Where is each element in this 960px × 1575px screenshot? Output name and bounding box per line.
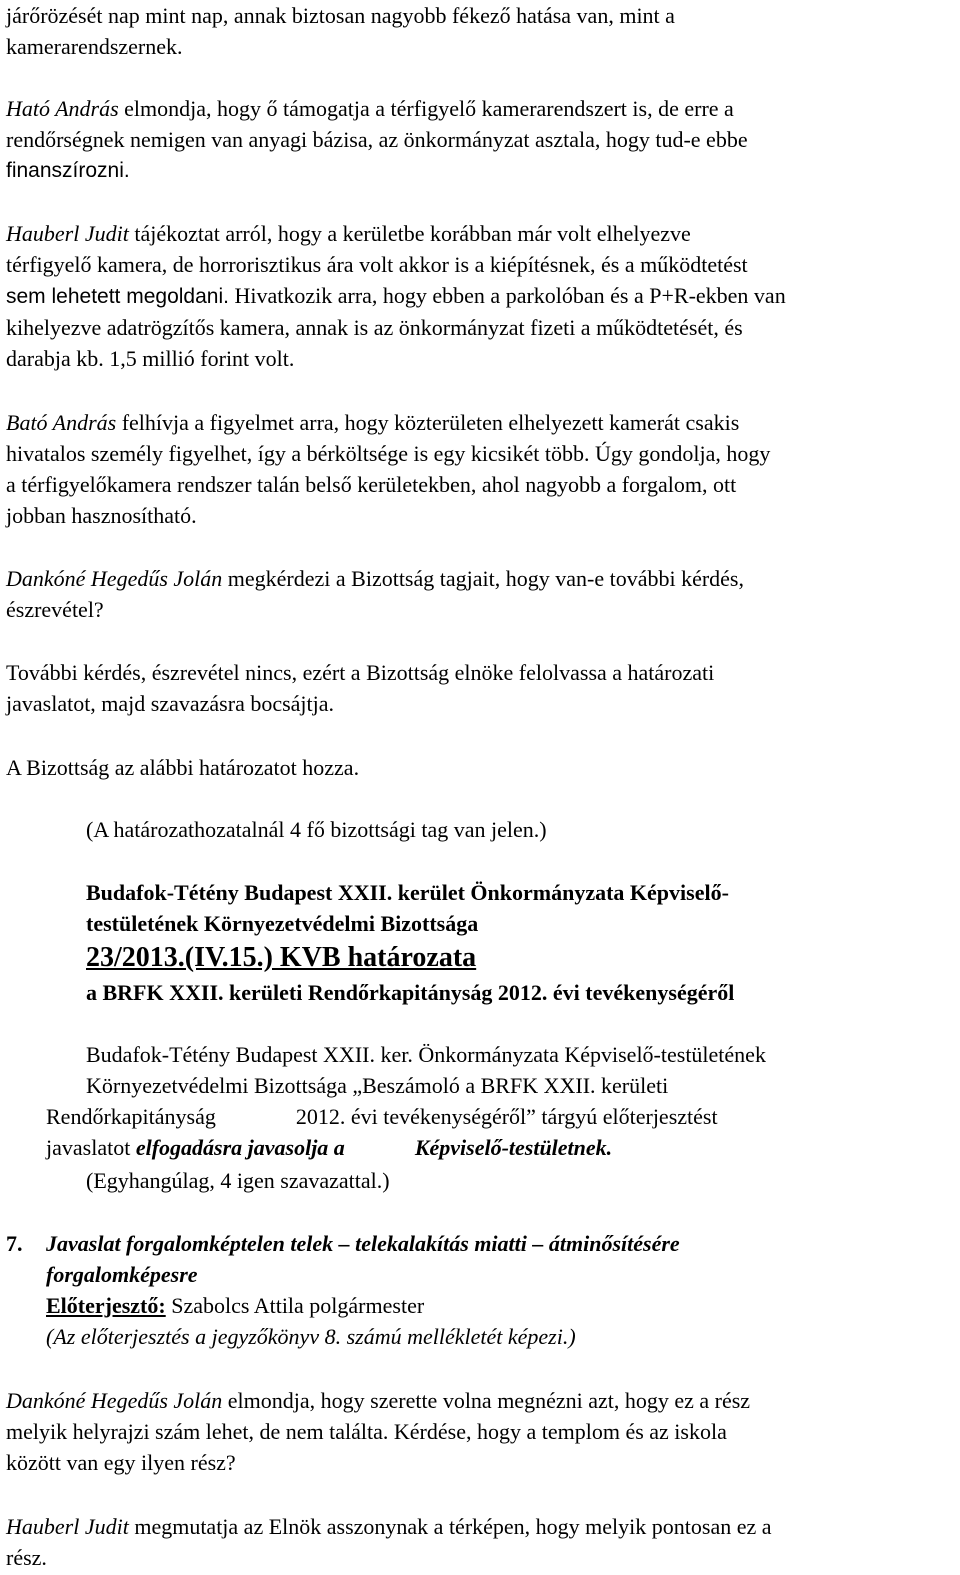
resolution-body-2	[46, 1101, 956, 1163]
paragraph-5	[6, 563, 956, 625]
text-line: Budafok-Tétény Budapest XXII. kerület Önkormányzata Képviselő-	[86, 880, 729, 905]
text-line	[6, 563, 956, 594]
speaker-name: Hauberl Judit	[6, 1514, 129, 1539]
text-span: 2012. évi tevékenységéről” tárgyú előterjesztést	[295, 1104, 718, 1129]
text-span: javaslatot	[46, 1135, 136, 1160]
resolution-title	[86, 877, 956, 939]
speaker-name: Bató András	[6, 410, 117, 435]
text-line: kamerarendszernek.	[6, 34, 183, 59]
text-line: rész.	[6, 1545, 47, 1570]
text-line: (Az előterjesztés a jegyzőkönyv 8. számú mellékletét képezi.)	[46, 1324, 576, 1349]
text-line: jobban hasznosítható.	[6, 503, 197, 528]
text-span: elfogadásra javasolja a	[135, 1135, 345, 1160]
text-line	[6, 1385, 956, 1416]
text-span: sem lehetett megoldani.	[6, 285, 229, 308]
text-line: (A határozathozatalnál 4 fő bizottsági tag van jelen.)	[86, 817, 547, 842]
text-line: darabja kb. 1,5 millió forint volt.	[6, 346, 295, 371]
text-span: tájékoztat arról, hogy a kerületbe korábban már volt elhelyezve	[128, 221, 691, 246]
text-line: rendőrségnek nemigen van anyagi bázisa, az önkormányzat asztala, hogy tud-e ebbe	[6, 127, 748, 152]
text-line: Budafok-Tétény Budapest XXII. ker. Önkormányzata Képviselő-testületének	[86, 1042, 766, 1067]
text-line: a BRFK XXII. kerületi Rendőrkapitányság 2012. évi tevékenységéről	[86, 980, 735, 1005]
text-span: elmondja, hogy szerette volna megnézni azt, hogy ez a rész	[222, 1388, 751, 1413]
text-line: melyik helyrajzi szám lehet, de nem találta. Kérdése, hogy a templom és az iskola	[6, 1419, 727, 1444]
text-line: javaslatot, majd szavazásra bocsájtja.	[6, 691, 335, 716]
text-line: 23/2013.(IV.15.) KVB határozata	[86, 942, 477, 973]
paragraph-3	[6, 218, 956, 374]
text-line	[6, 218, 956, 249]
text-span: megmutatja az Elnök asszonynak a térképen, hogy melyik pontosan ez a	[128, 1514, 772, 1539]
item-number: 7.	[6, 1231, 23, 1256]
text-line: járőrözését nap mint nap, annak biztosan nagyobb fékező hatása van, mint a	[6, 3, 675, 28]
resolution-subject	[86, 977, 956, 1008]
text-line	[6, 407, 956, 438]
text-line: hivatalos személy figyelhet, így a bérköltsége is egy kicsikét több. Úgy gondolja, hogy	[6, 441, 771, 466]
text-span: felhívja a figyelmet arra, hogy közterületen elhelyezett kamerát csakis	[116, 410, 740, 435]
agenda-item-7	[6, 1228, 956, 1352]
text-span: forgalomképesre	[46, 1262, 198, 1287]
text-line: között van egy ilyen rész?	[6, 1450, 236, 1475]
text-line: (Egyhangúlag, 4 igen szavazattal.)	[86, 1168, 390, 1193]
speaker-name: Hauberl Judit	[6, 221, 129, 246]
text-span: elmondja, hogy ő támogatja a térfigyelő kamerarendszert is, de erre a	[118, 96, 734, 121]
text-line	[6, 280, 956, 312]
paragraph-4	[6, 407, 956, 531]
text-line	[46, 1132, 956, 1163]
text-line: testületének Környezetvédelmi Bizottsága	[86, 911, 479, 936]
presenter-label: Előterjesztő:	[46, 1293, 166, 1318]
text-line	[6, 1511, 956, 1542]
resolution-presence	[86, 814, 956, 845]
text-line: észrevétel?	[6, 597, 104, 622]
text-span: Képviselő-testületnek.	[414, 1135, 613, 1160]
paragraph-9	[6, 1511, 956, 1573]
presenter-name: Szabolcs Attila polgármester	[165, 1293, 425, 1318]
item-title: Javaslat forgalomképtelen telek – telekalakítás miatti – átminősítésére	[46, 1231, 680, 1256]
text-line	[6, 93, 956, 124]
text-line: További kérdés, észrevétel nincs, ezért a Bizottság elnöke felolvassa a határozati	[6, 660, 715, 685]
speaker-name: Dankóné Hegedűs Jolán	[6, 566, 223, 591]
text-span: Hivatkozik arra, hogy ebben a parkolóban és a P+R-ekben van	[228, 283, 786, 308]
resolution-vote	[86, 1165, 956, 1196]
text-line	[6, 1259, 956, 1290]
text-line	[6, 1228, 956, 1259]
paragraph-2	[6, 93, 956, 186]
text-line: finanszírozni.	[6, 159, 130, 182]
paragraph-7	[6, 752, 956, 783]
resolution-body-1	[86, 1039, 956, 1101]
paragraph-8	[6, 1385, 956, 1478]
speaker-name: Ható András	[6, 96, 119, 121]
text-line: A Bizottság az alábbi határozatot hozza.	[6, 755, 360, 780]
text-span: megkérdezi a Bizottság tagjait, hogy van-e további kérdés,	[222, 566, 744, 591]
paragraph-6	[6, 657, 956, 719]
paragraph-1	[6, 0, 956, 62]
text-line: a térfigyelőkamera rendszer talán belső kerületekben, ahol nagyobb a forgalom, ott	[6, 472, 737, 497]
text-line	[6, 1290, 956, 1321]
text-span: Rendőrkapitányság	[46, 1104, 216, 1129]
text-line: Környezetvédelmi Bizottsága „Beszámoló a BRFK XXII. kerületi	[86, 1073, 669, 1098]
speaker-name: Dankóné Hegedűs Jolán	[6, 1388, 223, 1413]
text-line	[46, 1101, 956, 1132]
resolution-number	[86, 941, 956, 975]
text-line: térfigyelő kamera, de horrorisztikus ára volt akkor is a kiépítésnek, és a működtetést	[6, 252, 748, 277]
text-line: kihelyezve adatrögzítős kamera, annak is az önkormányzat fizeti a működtetését, és	[6, 315, 743, 340]
